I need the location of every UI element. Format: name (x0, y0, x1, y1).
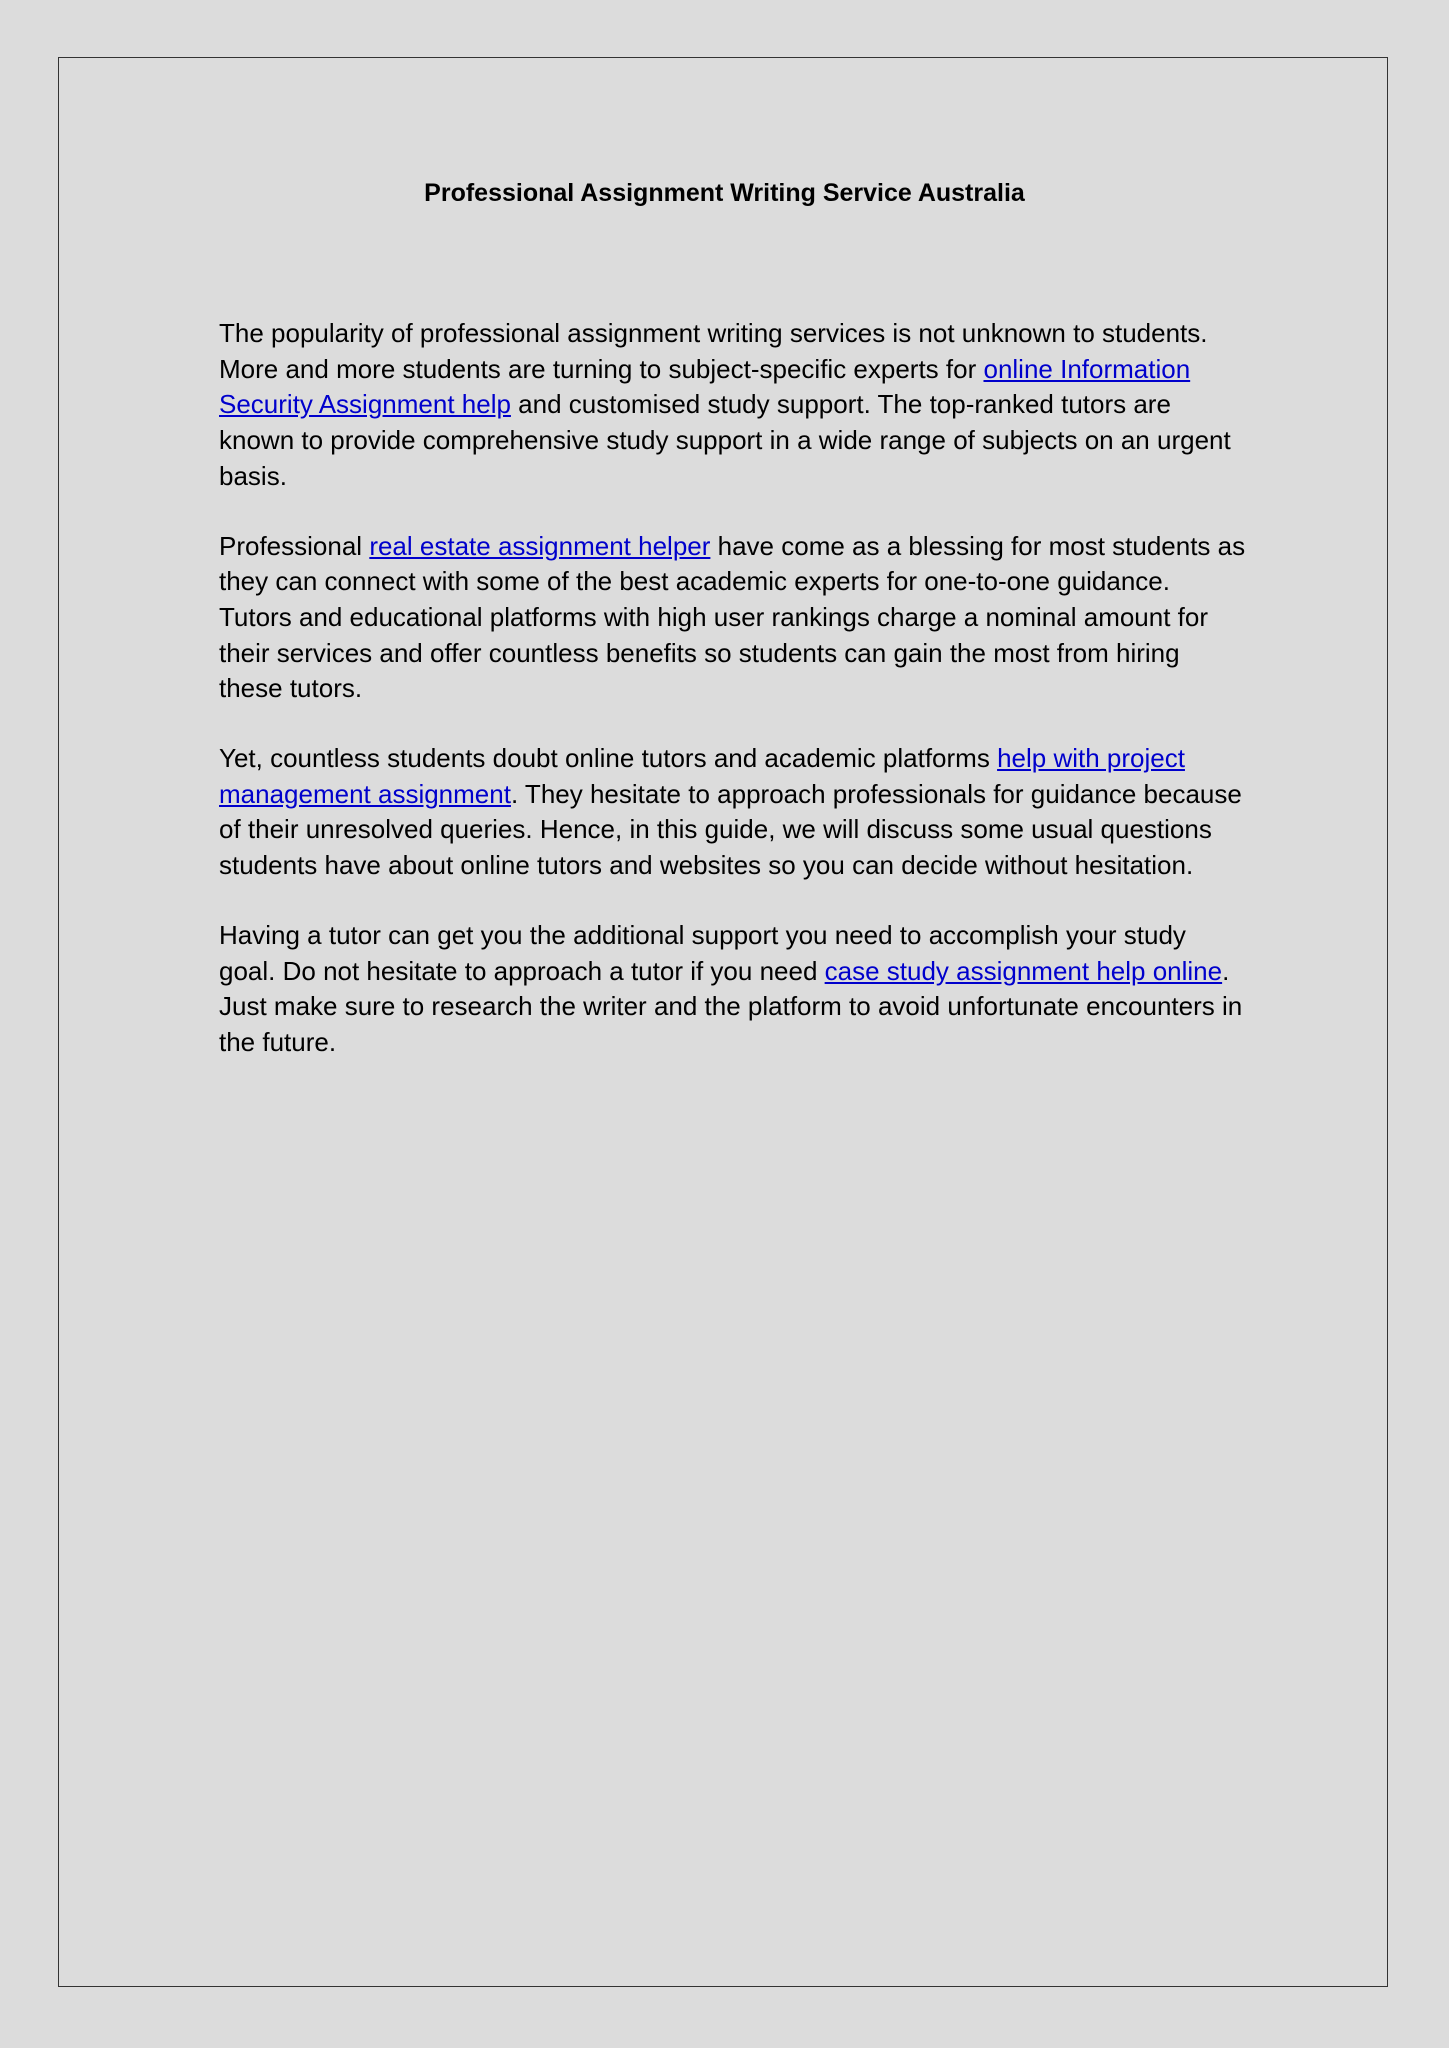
paragraph-text: The popularity of professional assignment writing services is not unknown to students. More and more students are turning to subject-specific experts for (219, 318, 1208, 384)
paragraph-text: Yet, countless students doubt online tutors and academic platforms (219, 743, 998, 774)
paragraph-text: . They hesitate to approach professionals for guidance because of their unresolved queries. Hence, in this guide, we will discuss some usual questions students have about online tutors and websites so you can decide without hesitation. (219, 778, 1242, 881)
link-project-management-assignment[interactable]: help with project management assignment (219, 743, 1185, 809)
paragraph-2 (219, 529, 1249, 708)
document-body (219, 316, 1249, 1095)
paragraph-3 (219, 741, 1249, 884)
link-case-study-assignment-help[interactable]: case study assignment help online (824, 955, 1223, 986)
paragraph-text: Having a tutor can get you the additional support you need to accomplish your study goal. Do not hesitate to approach a tutor if you need (219, 919, 1186, 986)
document-title: Professional Assignment Writing Service Australia (424, 179, 1025, 207)
link-information-security-assignment-help[interactable]: online Information Security Assignment help (219, 353, 1191, 420)
paragraph-text: and customised study support. The top-ranked tutors are known to provide comprehensive study support in a wide range of subjects on an urgent basis. (219, 389, 1231, 491)
paragraph-text: have come as a blessing for most students as they can connect with some of the best academic experts for one-to-one guidance. Tutors and educational platforms with high user rankings charge a nominal amount for their services and offer countless benefits so students can gain the most from hiring these tutors. (219, 530, 1246, 704)
link-real-estate-assignment-helper[interactable]: real estate assignment helper (369, 530, 711, 561)
paragraph-1 (219, 316, 1249, 495)
paragraph-text: Professional (219, 530, 370, 561)
paragraph-text: . Just make sure to research the writer and the platform to avoid unfortunate encounters in the future. (219, 955, 1243, 1057)
paragraph-4 (219, 918, 1249, 1061)
